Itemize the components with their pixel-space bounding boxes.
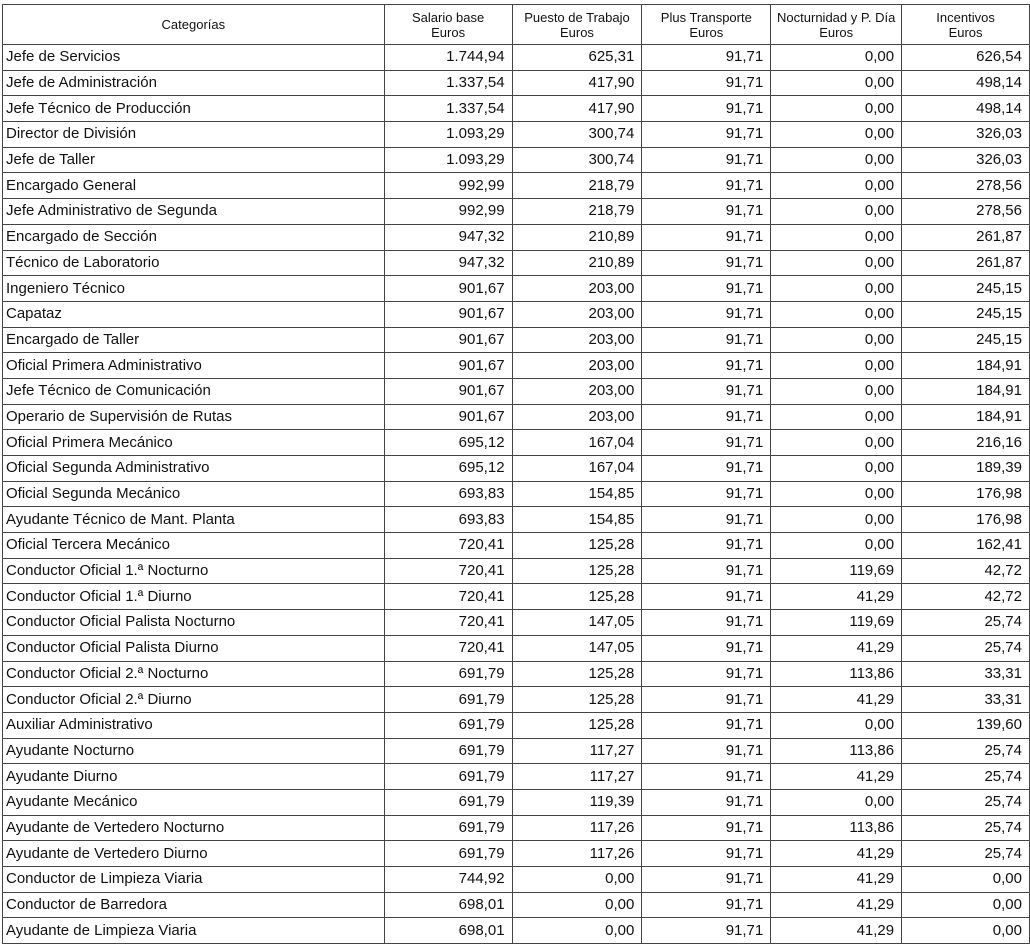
cell-plus-transporte: 91,71 xyxy=(642,199,771,225)
cell-nocturnidad: 41,29 xyxy=(771,918,902,944)
cell-categoria: Encargado de Sección xyxy=(3,224,385,250)
table-row xyxy=(3,481,1030,507)
cell-categoria: Ayudante Nocturno xyxy=(3,738,385,764)
cell-nocturnidad: 0,00 xyxy=(771,301,902,327)
cell-incentivos: 245,15 xyxy=(902,301,1030,327)
table-row xyxy=(3,276,1030,302)
table-row xyxy=(3,404,1030,430)
cell-categoria: Ingeniero Técnico xyxy=(3,276,385,302)
cell-salario-base: 901,67 xyxy=(384,353,512,379)
table-row xyxy=(3,558,1030,584)
cell-puesto-trabajo: 0,00 xyxy=(512,867,642,893)
cell-categoria: Conductor Oficial 1.ª Nocturno xyxy=(3,558,385,584)
cell-salario-base: 693,83 xyxy=(384,481,512,507)
cell-salario-base: 901,67 xyxy=(384,327,512,353)
cell-nocturnidad: 113,86 xyxy=(771,738,902,764)
cell-plus-transporte: 91,71 xyxy=(642,301,771,327)
cell-salario-base: 1.337,54 xyxy=(384,96,512,122)
cell-categoria: Encargado General xyxy=(3,173,385,199)
cell-plus-transporte: 91,71 xyxy=(642,481,771,507)
header-unit: Euros xyxy=(819,24,854,40)
cell-nocturnidad: 0,00 xyxy=(771,353,902,379)
cell-plus-transporte: 91,71 xyxy=(642,96,771,122)
cell-salario-base: 744,92 xyxy=(384,867,512,893)
header-unit: Euros xyxy=(689,24,724,40)
table-row xyxy=(3,635,1030,661)
cell-plus-transporte: 91,71 xyxy=(642,789,771,815)
cell-incentivos: 626,54 xyxy=(902,45,1030,71)
table-row xyxy=(3,789,1030,815)
cell-salario-base: 1.093,29 xyxy=(384,122,512,148)
cell-plus-transporte: 91,71 xyxy=(642,635,771,661)
cell-categoria: Conductor de Limpieza Viaria xyxy=(3,867,385,893)
cell-puesto-trabajo: 167,04 xyxy=(512,456,642,482)
cell-salario-base: 691,79 xyxy=(384,687,512,713)
cell-categoria: Ayudante Mecánico xyxy=(3,789,385,815)
cell-nocturnidad: 0,00 xyxy=(771,789,902,815)
salary-table xyxy=(2,4,1030,944)
header-label: Salario base xyxy=(411,9,485,25)
cell-categoria: Oficial Tercera Mecánico xyxy=(3,533,385,559)
cell-puesto-trabajo: 300,74 xyxy=(512,122,642,148)
cell-categoria: Ayudante de Vertedero Diurno xyxy=(3,841,385,867)
cell-puesto-trabajo: 210,89 xyxy=(512,250,642,276)
cell-plus-transporte: 91,71 xyxy=(642,841,771,867)
table-row xyxy=(3,353,1030,379)
cell-nocturnidad: 119,69 xyxy=(771,610,902,636)
cell-puesto-trabajo: 625,31 xyxy=(512,45,642,71)
cell-puesto-trabajo: 125,28 xyxy=(512,661,642,687)
cell-puesto-trabajo: 125,28 xyxy=(512,584,642,610)
salary-table-container xyxy=(2,4,1030,944)
table-row xyxy=(3,841,1030,867)
cell-plus-transporte: 91,71 xyxy=(642,558,771,584)
cell-salario-base: 901,67 xyxy=(384,404,512,430)
cell-plus-transporte: 91,71 xyxy=(642,70,771,96)
cell-nocturnidad: 0,00 xyxy=(771,404,902,430)
table-row xyxy=(3,199,1030,225)
cell-plus-transporte: 91,71 xyxy=(642,764,771,790)
cell-salario-base: 691,79 xyxy=(384,841,512,867)
cell-puesto-trabajo: 167,04 xyxy=(512,430,642,456)
cell-plus-transporte: 91,71 xyxy=(642,45,771,71)
cell-salario-base: 901,67 xyxy=(384,378,512,404)
table-row xyxy=(3,738,1030,764)
cell-salario-base: 691,79 xyxy=(384,661,512,687)
cell-puesto-trabajo: 203,00 xyxy=(512,353,642,379)
header-salario-base xyxy=(384,5,512,45)
cell-nocturnidad: 119,69 xyxy=(771,558,902,584)
cell-salario-base: 691,79 xyxy=(384,789,512,815)
cell-incentivos: 184,91 xyxy=(902,378,1030,404)
cell-incentivos: 261,87 xyxy=(902,250,1030,276)
header-label: Incentivos xyxy=(936,9,995,25)
table-row xyxy=(3,867,1030,893)
cell-puesto-trabajo: 154,85 xyxy=(512,507,642,533)
cell-plus-transporte: 91,71 xyxy=(642,378,771,404)
cell-salario-base: 720,41 xyxy=(384,533,512,559)
cell-puesto-trabajo: 218,79 xyxy=(512,199,642,225)
cell-nocturnidad: 41,29 xyxy=(771,867,902,893)
table-row xyxy=(3,918,1030,944)
cell-incentivos: 176,98 xyxy=(902,507,1030,533)
cell-incentivos: 42,72 xyxy=(902,584,1030,610)
table-header xyxy=(3,5,1030,45)
cell-categoria: Oficial Primera Administrativo xyxy=(3,353,385,379)
table-row xyxy=(3,892,1030,918)
table-row xyxy=(3,687,1030,713)
cell-plus-transporte: 91,71 xyxy=(642,173,771,199)
cell-incentivos: 184,91 xyxy=(902,404,1030,430)
cell-puesto-trabajo: 125,28 xyxy=(512,712,642,738)
cell-incentivos: 25,74 xyxy=(902,789,1030,815)
cell-puesto-trabajo: 300,74 xyxy=(512,147,642,173)
table-row xyxy=(3,815,1030,841)
cell-puesto-trabajo: 0,00 xyxy=(512,918,642,944)
cell-puesto-trabajo: 117,27 xyxy=(512,738,642,764)
table-body xyxy=(3,45,1030,944)
cell-puesto-trabajo: 147,05 xyxy=(512,635,642,661)
cell-categoria: Capataz xyxy=(3,301,385,327)
cell-incentivos: 176,98 xyxy=(902,481,1030,507)
table-row xyxy=(3,712,1030,738)
cell-nocturnidad: 41,29 xyxy=(771,892,902,918)
cell-plus-transporte: 91,71 xyxy=(642,276,771,302)
cell-incentivos: 0,00 xyxy=(902,867,1030,893)
cell-incentivos: 0,00 xyxy=(902,892,1030,918)
cell-incentivos: 326,03 xyxy=(902,122,1030,148)
table-row xyxy=(3,327,1030,353)
cell-plus-transporte: 91,71 xyxy=(642,430,771,456)
header-row xyxy=(3,5,1030,45)
cell-incentivos: 25,74 xyxy=(902,610,1030,636)
cell-puesto-trabajo: 117,26 xyxy=(512,815,642,841)
cell-puesto-trabajo: 125,28 xyxy=(512,533,642,559)
cell-incentivos: 498,14 xyxy=(902,96,1030,122)
table-row xyxy=(3,301,1030,327)
table-row xyxy=(3,122,1030,148)
cell-salario-base: 1.744,94 xyxy=(384,45,512,71)
cell-puesto-trabajo: 203,00 xyxy=(512,327,642,353)
cell-plus-transporte: 91,71 xyxy=(642,661,771,687)
cell-categoria: Jefe Técnico de Producción xyxy=(3,96,385,122)
table-row xyxy=(3,96,1030,122)
cell-categoria: Conductor de Barredora xyxy=(3,892,385,918)
header-nocturnidad xyxy=(771,5,902,45)
cell-plus-transporte: 91,71 xyxy=(642,610,771,636)
cell-categoria: Jefe Administrativo de Segunda xyxy=(3,199,385,225)
header-plus-transporte xyxy=(642,5,771,45)
cell-nocturnidad: 113,86 xyxy=(771,661,902,687)
cell-salario-base: 691,79 xyxy=(384,738,512,764)
cell-categoria: Encargado de Taller xyxy=(3,327,385,353)
cell-plus-transporte: 91,71 xyxy=(642,687,771,713)
cell-categoria: Jefe de Taller xyxy=(3,147,385,173)
cell-plus-transporte: 91,71 xyxy=(642,815,771,841)
cell-salario-base: 901,67 xyxy=(384,301,512,327)
cell-salario-base: 901,67 xyxy=(384,276,512,302)
cell-salario-base: 695,12 xyxy=(384,456,512,482)
cell-nocturnidad: 0,00 xyxy=(771,122,902,148)
cell-nocturnidad: 113,86 xyxy=(771,815,902,841)
cell-plus-transporte: 91,71 xyxy=(642,738,771,764)
cell-nocturnidad: 41,29 xyxy=(771,687,902,713)
cell-categoria: Auxiliar Administrativo xyxy=(3,712,385,738)
cell-categoria: Jefe de Administración xyxy=(3,70,385,96)
cell-incentivos: 25,74 xyxy=(902,815,1030,841)
cell-salario-base: 720,41 xyxy=(384,610,512,636)
cell-categoria: Oficial Segunda Administrativo xyxy=(3,456,385,482)
cell-nocturnidad: 0,00 xyxy=(771,533,902,559)
cell-categoria: Conductor Oficial 2.ª Nocturno xyxy=(3,661,385,687)
cell-nocturnidad: 41,29 xyxy=(771,584,902,610)
table-row xyxy=(3,250,1030,276)
cell-nocturnidad: 0,00 xyxy=(771,147,902,173)
cell-incentivos: 162,41 xyxy=(902,533,1030,559)
table-row xyxy=(3,764,1030,790)
cell-nocturnidad: 0,00 xyxy=(771,378,902,404)
cell-puesto-trabajo: 203,00 xyxy=(512,404,642,430)
cell-salario-base: 947,32 xyxy=(384,224,512,250)
cell-nocturnidad: 0,00 xyxy=(771,456,902,482)
table-row xyxy=(3,610,1030,636)
cell-categoria: Conductor Oficial Palista Diurno xyxy=(3,635,385,661)
cell-plus-transporte: 91,71 xyxy=(642,122,771,148)
cell-incentivos: 25,74 xyxy=(902,841,1030,867)
table-row xyxy=(3,173,1030,199)
cell-categoria: Ayudante Diurno xyxy=(3,764,385,790)
cell-incentivos: 42,72 xyxy=(902,558,1030,584)
cell-salario-base: 992,99 xyxy=(384,173,512,199)
cell-salario-base: 992,99 xyxy=(384,199,512,225)
cell-salario-base: 1.337,54 xyxy=(384,70,512,96)
table-row xyxy=(3,224,1030,250)
header-label: Plus Transporte xyxy=(660,9,752,25)
cell-plus-transporte: 91,71 xyxy=(642,867,771,893)
cell-categoria: Jefe de Servicios xyxy=(3,45,385,71)
cell-salario-base: 695,12 xyxy=(384,430,512,456)
cell-salario-base: 691,79 xyxy=(384,815,512,841)
cell-nocturnidad: 0,00 xyxy=(771,96,902,122)
cell-puesto-trabajo: 203,00 xyxy=(512,276,642,302)
cell-nocturnidad: 0,00 xyxy=(771,199,902,225)
cell-puesto-trabajo: 203,00 xyxy=(512,301,642,327)
cell-puesto-trabajo: 125,28 xyxy=(512,558,642,584)
cell-plus-transporte: 91,71 xyxy=(642,533,771,559)
cell-incentivos: 25,74 xyxy=(902,764,1030,790)
header-unit: Euros xyxy=(431,24,466,40)
cell-incentivos: 278,56 xyxy=(902,173,1030,199)
cell-puesto-trabajo: 218,79 xyxy=(512,173,642,199)
cell-nocturnidad: 0,00 xyxy=(771,250,902,276)
cell-categoria: Conductor Oficial 2.ª Diurno xyxy=(3,687,385,713)
cell-puesto-trabajo: 117,27 xyxy=(512,764,642,790)
table-row xyxy=(3,378,1030,404)
cell-plus-transporte: 91,71 xyxy=(642,918,771,944)
header-label: Puesto de Trabajo xyxy=(524,9,630,25)
cell-salario-base: 698,01 xyxy=(384,892,512,918)
header-unit: Euros xyxy=(559,24,594,40)
header-puesto-trabajo xyxy=(512,5,642,45)
cell-categoria: Operario de Supervisión de Rutas xyxy=(3,404,385,430)
cell-categoria: Oficial Segunda Mecánico xyxy=(3,481,385,507)
cell-nocturnidad: 41,29 xyxy=(771,635,902,661)
cell-incentivos: 245,15 xyxy=(902,276,1030,302)
cell-incentivos: 216,16 xyxy=(902,430,1030,456)
cell-puesto-trabajo: 154,85 xyxy=(512,481,642,507)
cell-incentivos: 261,87 xyxy=(902,224,1030,250)
cell-nocturnidad: 41,29 xyxy=(771,764,902,790)
cell-nocturnidad: 41,29 xyxy=(771,841,902,867)
cell-categoria: Director de División xyxy=(3,122,385,148)
cell-salario-base: 947,32 xyxy=(384,250,512,276)
cell-incentivos: 189,39 xyxy=(902,456,1030,482)
cell-salario-base: 720,41 xyxy=(384,584,512,610)
cell-puesto-trabajo: 125,28 xyxy=(512,687,642,713)
cell-puesto-trabajo: 117,26 xyxy=(512,841,642,867)
cell-plus-transporte: 91,71 xyxy=(642,712,771,738)
cell-incentivos: 184,91 xyxy=(902,353,1030,379)
cell-nocturnidad: 0,00 xyxy=(771,276,902,302)
cell-categoria: Ayudante de Limpieza Viaria xyxy=(3,918,385,944)
cell-salario-base: 691,79 xyxy=(384,712,512,738)
cell-plus-transporte: 91,71 xyxy=(642,456,771,482)
cell-plus-transporte: 91,71 xyxy=(642,584,771,610)
cell-nocturnidad: 0,00 xyxy=(771,224,902,250)
table-row xyxy=(3,456,1030,482)
cell-incentivos: 278,56 xyxy=(902,199,1030,225)
cell-plus-transporte: 91,71 xyxy=(642,147,771,173)
cell-salario-base: 698,01 xyxy=(384,918,512,944)
cell-categoria: Ayudante de Vertedero Nocturno xyxy=(3,815,385,841)
cell-categoria: Conductor Oficial 1.ª Diurno xyxy=(3,584,385,610)
cell-nocturnidad: 0,00 xyxy=(771,430,902,456)
cell-plus-transporte: 91,71 xyxy=(642,250,771,276)
cell-puesto-trabajo: 203,00 xyxy=(512,378,642,404)
cell-plus-transporte: 91,71 xyxy=(642,353,771,379)
table-row xyxy=(3,507,1030,533)
header-incentivos xyxy=(902,5,1030,45)
cell-nocturnidad: 0,00 xyxy=(771,70,902,96)
cell-categoria: Ayudante Técnico de Mant. Planta xyxy=(3,507,385,533)
cell-incentivos: 139,60 xyxy=(902,712,1030,738)
cell-plus-transporte: 91,71 xyxy=(642,892,771,918)
cell-plus-transporte: 91,71 xyxy=(642,224,771,250)
cell-salario-base: 693,83 xyxy=(384,507,512,533)
cell-nocturnidad: 0,00 xyxy=(771,173,902,199)
table-row xyxy=(3,533,1030,559)
cell-nocturnidad: 0,00 xyxy=(771,507,902,533)
cell-incentivos: 0,00 xyxy=(902,918,1030,944)
cell-categoria: Jefe Técnico de Comunicación xyxy=(3,378,385,404)
table-row xyxy=(3,661,1030,687)
table-row xyxy=(3,584,1030,610)
cell-puesto-trabajo: 210,89 xyxy=(512,224,642,250)
cell-puesto-trabajo: 0,00 xyxy=(512,892,642,918)
cell-categoria: Oficial Primera Mecánico xyxy=(3,430,385,456)
cell-incentivos: 33,31 xyxy=(902,687,1030,713)
cell-plus-transporte: 91,71 xyxy=(642,507,771,533)
cell-incentivos: 245,15 xyxy=(902,327,1030,353)
cell-plus-transporte: 91,71 xyxy=(642,404,771,430)
cell-puesto-trabajo: 147,05 xyxy=(512,610,642,636)
cell-salario-base: 691,79 xyxy=(384,764,512,790)
table-row xyxy=(3,147,1030,173)
header-label: Nocturnidad y P. Día xyxy=(777,9,896,25)
cell-salario-base: 720,41 xyxy=(384,558,512,584)
cell-incentivos: 25,74 xyxy=(902,635,1030,661)
table-row xyxy=(3,45,1030,71)
table-row xyxy=(3,430,1030,456)
cell-puesto-trabajo: 417,90 xyxy=(512,96,642,122)
cell-incentivos: 326,03 xyxy=(902,147,1030,173)
cell-incentivos: 498,14 xyxy=(902,70,1030,96)
cell-categoria: Conductor Oficial Palista Nocturno xyxy=(3,610,385,636)
header-unit: Euros xyxy=(948,24,983,40)
cell-nocturnidad: 0,00 xyxy=(771,712,902,738)
cell-nocturnidad: 0,00 xyxy=(771,327,902,353)
cell-nocturnidad: 0,00 xyxy=(771,45,902,71)
cell-plus-transporte: 91,71 xyxy=(642,327,771,353)
cell-puesto-trabajo: 417,90 xyxy=(512,70,642,96)
cell-nocturnidad: 0,00 xyxy=(771,481,902,507)
cell-puesto-trabajo: 119,39 xyxy=(512,789,642,815)
cell-salario-base: 720,41 xyxy=(384,635,512,661)
cell-categoria: Técnico de Laboratorio xyxy=(3,250,385,276)
cell-incentivos: 33,31 xyxy=(902,661,1030,687)
cell-incentivos: 25,74 xyxy=(902,738,1030,764)
cell-salario-base: 1.093,29 xyxy=(384,147,512,173)
table-row xyxy=(3,70,1030,96)
header-categorias: Categorías xyxy=(3,5,385,45)
